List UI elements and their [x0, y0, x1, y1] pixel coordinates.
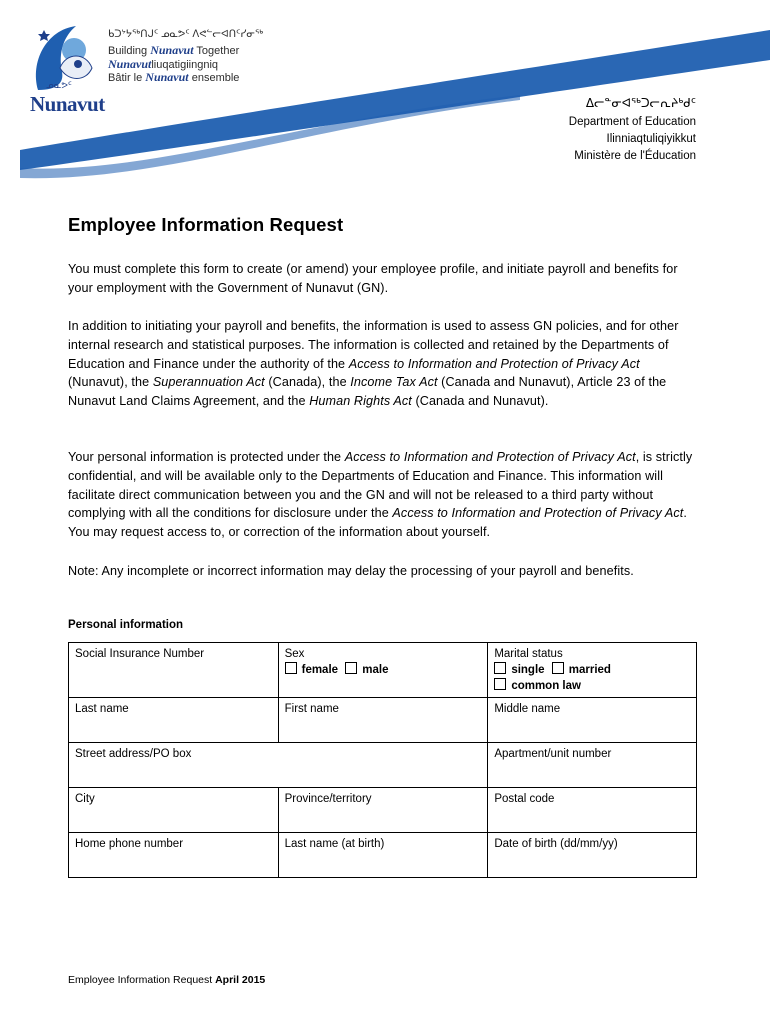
personal-information-table: [68, 642, 697, 878]
checkbox-male[interactable]: [345, 662, 357, 674]
page-title: Employee Information Request: [68, 214, 344, 235]
checkbox-common-law[interactable]: [494, 678, 506, 690]
intro-paragraph: You must complete this form to create (or amend) your employee profile, and initiate payroll and benefits for your employment with the Government of Nunavut (GN).: [68, 262, 678, 295]
label-single: single: [511, 664, 545, 676]
label-common-law: common law: [511, 680, 581, 692]
field-first-name[interactable]: First name: [278, 698, 488, 743]
field-province-territory[interactable]: Province/territory: [278, 788, 488, 833]
field-home-phone[interactable]: Home phone number: [69, 833, 279, 878]
department-english: Department of Education: [568, 116, 696, 128]
field-last-name-at-birth[interactable]: Last name (at birth): [278, 833, 488, 878]
department-syllabics: ᐃᓕᓐᓂᐊᖅᑐᓕᕆᔨᒃᑯᑦ: [585, 96, 696, 110]
field-social-insurance-number[interactable]: Social Insurance Number: [69, 643, 279, 698]
field-street-address[interactable]: Street address/PO box: [69, 743, 488, 788]
section-personal-information: Personal information: [68, 619, 184, 631]
logo-syllabics: ᓄᓇᕗᑦ: [46, 80, 72, 90]
tagline-french: Bâtir le Nunavut ensemble: [108, 70, 240, 84]
field-postal-code[interactable]: Postal code: [488, 788, 697, 833]
tagline-syllabics: ᑲᑐᔾᔭᖅᑎᒍᑦ ᓄᓇᕗᑦ ᐱᕙᓪᓕᐊᑎᑦᓯᓂᖅ: [108, 29, 264, 40]
field-city[interactable]: City: [69, 788, 279, 833]
label-married: married: [568, 664, 611, 676]
page-footer: Employee Information Request April 2015: [68, 974, 266, 986]
tagline-inuinnaqtun: Nunavutliuqatigiingniq: [108, 57, 219, 71]
sex-label: Sex: [284, 648, 305, 660]
authority-paragraph: In addition to initiating your payroll and benefits, the information is used to assess GN policies, and for other internal research and statistical purposes. The information is collected and retained by the Departments of Education and Finance under the authority of the Access to Information and Protection of Privacy Act (Nunavut), the Superannuation Act (Canada), the Income Tax Act (Canada and Nunavut), Article 23 of the Nunavut Land Claims Agreement, and the Human Rights Act (Canada and Nunavut).: [68, 319, 679, 409]
field-date-of-birth[interactable]: Date of birth (dd/mm/yy): [488, 833, 697, 878]
checkbox-married[interactable]: [552, 662, 564, 674]
field-sex: [278, 643, 488, 698]
tagline-english: Building Nunavut Together: [108, 43, 240, 57]
checkbox-female[interactable]: [285, 662, 297, 674]
field-middle-name[interactable]: Middle name: [488, 698, 697, 743]
field-last-name[interactable]: Last name: [69, 698, 279, 743]
field-apartment-number[interactable]: Apartment/unit number: [488, 743, 697, 788]
marital-status-label: Marital status: [494, 648, 563, 660]
department-french: Ministère de l'Éducation: [574, 150, 696, 162]
field-marital-status: [488, 643, 697, 698]
checkbox-single[interactable]: [494, 662, 506, 674]
logo-wordmark: Nunavut: [30, 92, 105, 116]
department-inuinnaqtun: Ilinniaqtuliqiyikkut: [606, 133, 696, 145]
label-male: male: [362, 664, 389, 676]
privacy-paragraph: Your personal information is protected under the Access to Information and Protection of Privacy Act, is strictly confidential, and will be available only to the Departments of Education and Finance. This information will facilitate direct communication between you and the GN and will not be released to a third party without complying with all the conditions for disclosure under the Access to Information and Protection of Privacy Act. You may request access to, or correction of the information about yourself.: [68, 450, 693, 540]
note-paragraph: Note: Any incomplete or incorrect information may delay the processing of your payroll and benefits.: [68, 564, 634, 578]
label-female: female: [301, 664, 339, 676]
